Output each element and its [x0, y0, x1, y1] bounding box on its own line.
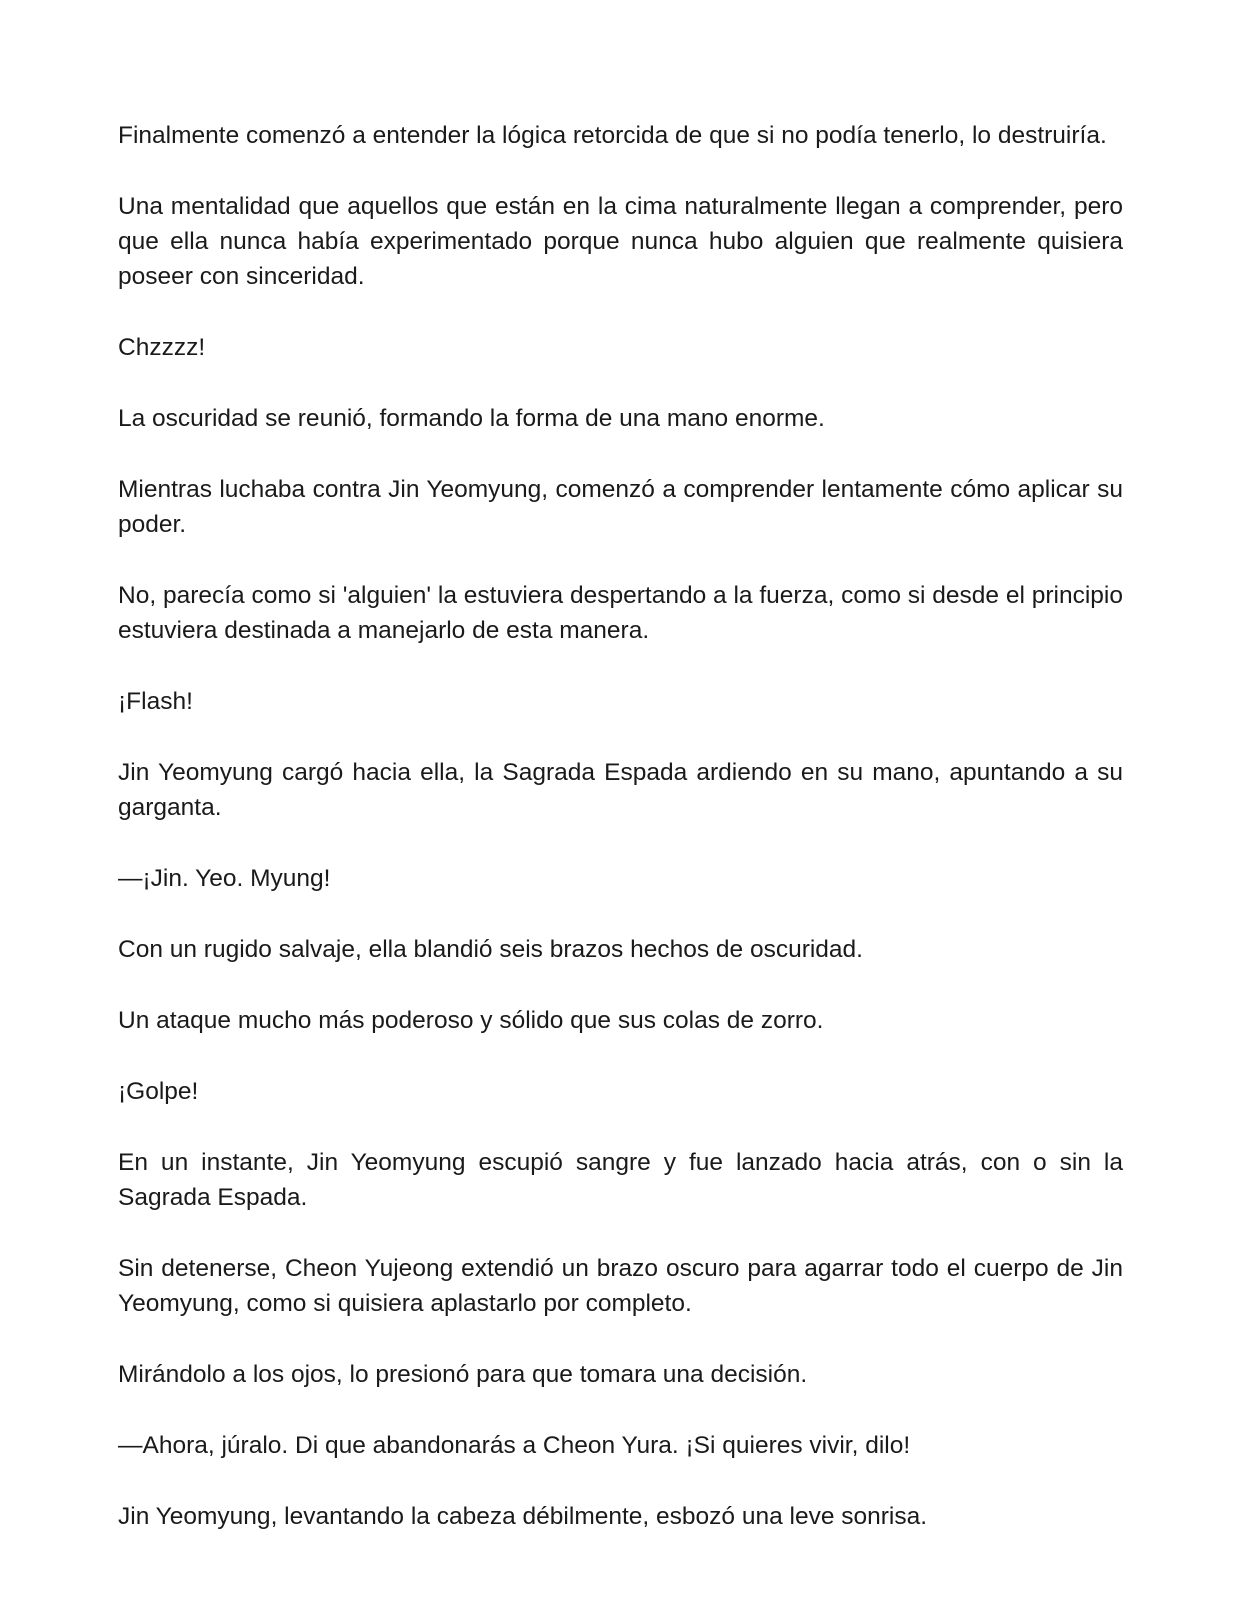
paragraph-3: Chzzzz! — [118, 334, 206, 361]
paragraph-8: Jin Yeomyung cargó hacia ella, la Sagrada Espada ardiendo en su mano, apuntando a su garganta. — [118, 759, 1123, 821]
paragraph-4: La oscuridad se reunió, formando la forma de una mano enorme. — [118, 405, 825, 432]
paragraph-5: Mientras luchaba contra Jin Yeomyung, comenzó a comprender lentamente cómo aplicar su poder. — [118, 476, 1123, 538]
paragraph-11: Un ataque mucho más poderoso y sólido que sus colas de zorro. — [118, 1007, 824, 1034]
paragraph-16: —Ahora, júralo. Di que abandonarás a Cheon Yura. ¡Si quieres vivir, dilo! — [118, 1432, 911, 1459]
paragraph-12: ¡Golpe! — [118, 1078, 199, 1105]
paragraph-13: En un instante, Jin Yeomyung escupió sangre y fue lanzado hacia atrás, con o sin la Sagrada Espada. — [118, 1149, 1123, 1211]
paragraph-7: ¡Flash! — [118, 688, 193, 715]
document-body — [118, 118, 1123, 1570]
paragraph-14: Sin detenerse, Cheon Yujeong extendió un brazo oscuro para agarrar todo el cuerpo de Jin Yeomyung, como si quisiera aplastarlo por completo. — [118, 1255, 1123, 1317]
paragraph-9: —¡Jin. Yeo. Myung! — [118, 865, 331, 892]
paragraph-1: Finalmente comenzó a entender la lógica retorcida de que si no podía tenerlo, lo destruiría. — [118, 122, 1107, 149]
paragraph-17: Jin Yeomyung, levantando la cabeza débilmente, esbozó una leve sonrisa. — [118, 1503, 928, 1530]
paragraph-10: Con un rugido salvaje, ella blandió seis brazos hechos de oscuridad. — [118, 936, 863, 963]
paragraph-6: No, parecía como si 'alguien' la estuviera despertando a la fuerza, como si desde el principio estuviera destinada a manejarlo de esta manera. — [118, 582, 1123, 644]
paragraph-15: Mirándolo a los ojos, lo presionó para que tomara una decisión. — [118, 1361, 808, 1388]
paragraph-2: Una mentalidad que aquellos que están en la cima naturalmente llegan a comprender, pero que ella nunca había experimentado porque nunca hubo alguien que realmente quisiera poseer con sinceridad. — [118, 193, 1123, 290]
